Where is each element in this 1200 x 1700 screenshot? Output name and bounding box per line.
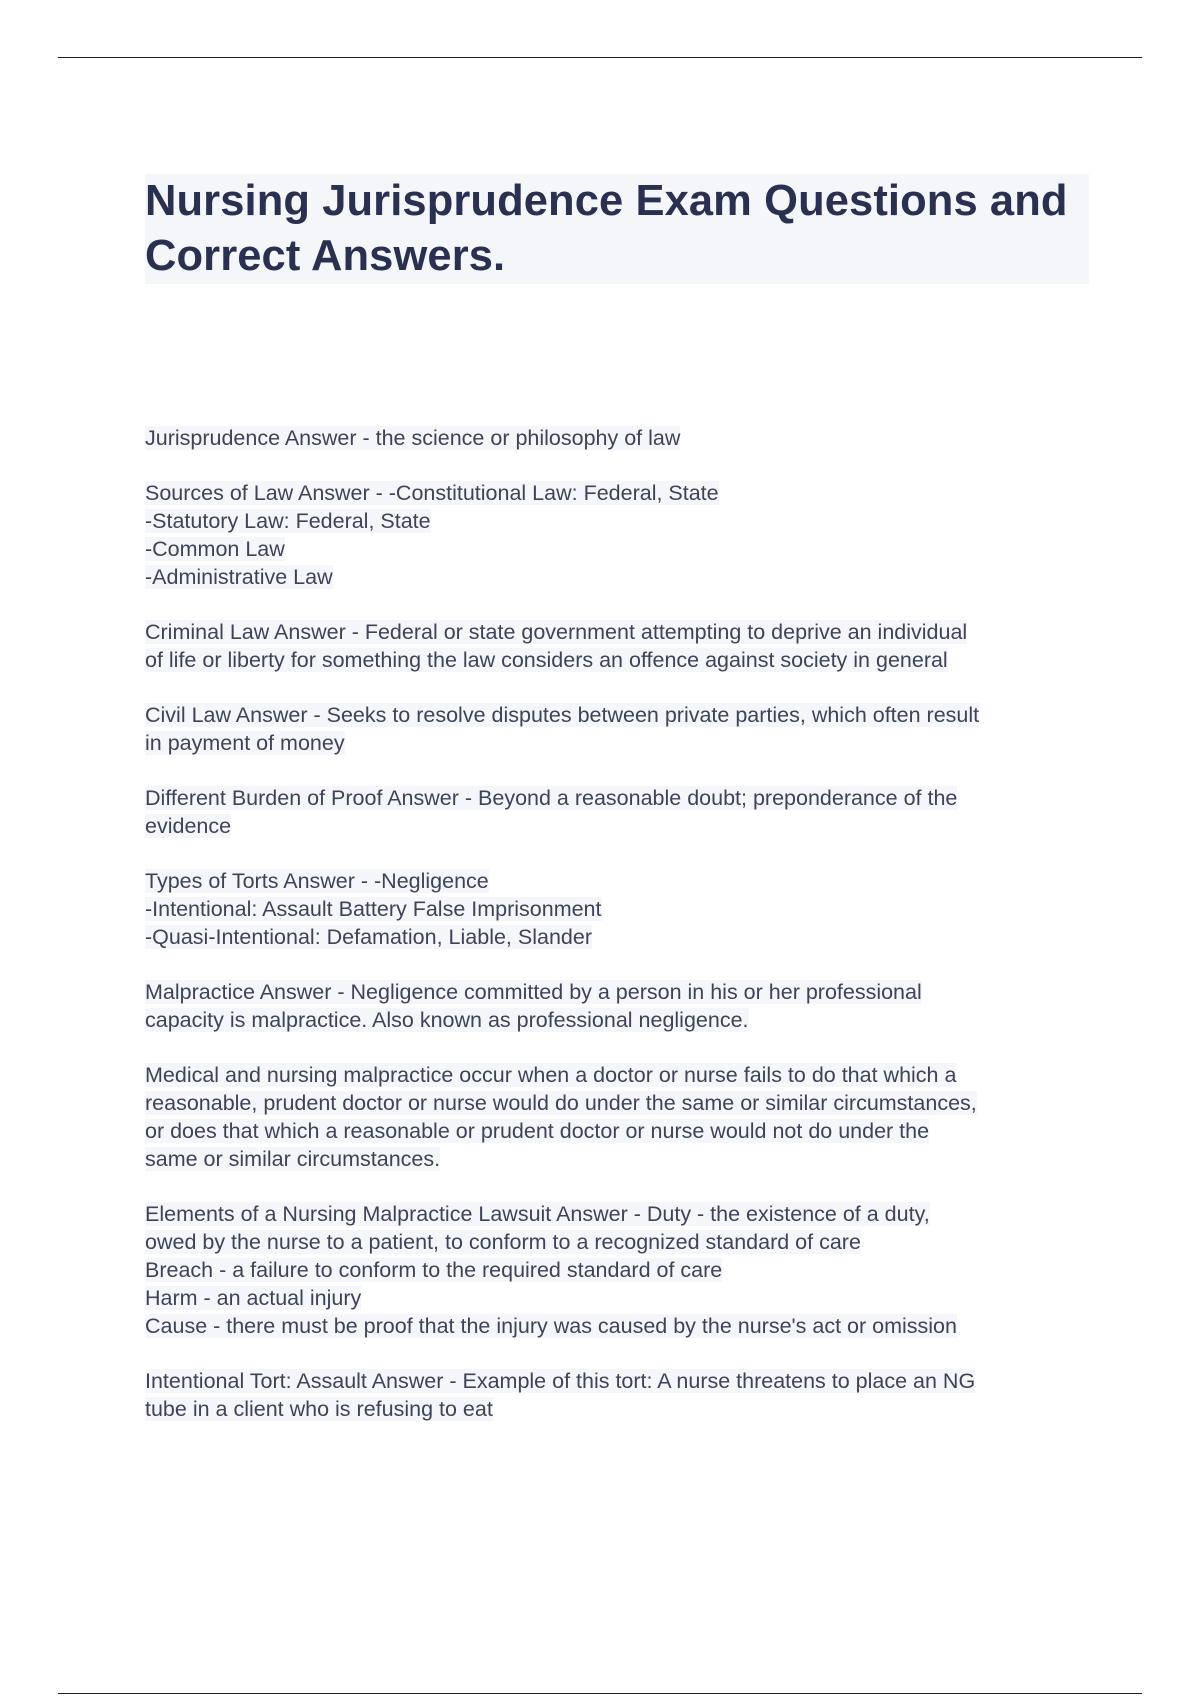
title-block [145,174,1089,284]
qa-entry-types-of-torts: Types of Torts Answer - -Negligence -Intentional: Assault Battery False Imprisonment -Quasi-Intentional: Defamation, Liable, Slander [145,869,602,949]
qa-entry-jurisprudence: Jurisprudence Answer - the science or philosophy of law [145,426,681,450]
qa-entry-sources-of-law: Sources of Law Answer - -Constitutional Law: Federal, State -Statutory Law: Federal, State -Common Law -Administrative Law [145,481,719,589]
bottom-rule [58,1693,1142,1694]
qa-entry-burden-of-proof: Different Burden of Proof Answer - Beyond a reasonable doubt; preponderance of the evidence [145,786,958,838]
qa-entry-intentional-tort-assault: Intentional Tort: Assault Answer - Example of this tort: A nurse threatens to place an NG tube in a client who is refusing to eat [145,1369,976,1421]
qa-entry-criminal-law: Criminal Law Answer - Federal or state government attempting to deprive an individual of life or liberty for something the law considers an offence against society in general [145,620,968,672]
qa-list [145,424,1095,1450]
top-rule [58,57,1142,58]
qa-entry-malpractice: Malpractice Answer - Negligence committed by a person in his or her professional capacity is malpractice. Also known as professional negligence. [145,980,922,1032]
qa-entry-medical-nursing-malpractice: Medical and nursing malpractice occur when a doctor or nurse fails to do that which a reasonable, prudent doctor or nurse would do under the same or similar circumstances, or does that which a reasonable or prudent doctor or nurse would not do under the same or similar circumstances. [145,1063,977,1171]
document-title: Nursing Jurisprudence Exam Questions and Correct Answers. [145,177,1068,280]
qa-entry-malpractice-elements: Elements of a Nursing Malpractice Lawsuit Answer - Duty - the existence of a duty, owed by the nurse to a patient, to conform to a recognized standard of care Breach - a failure to conform to the required standard of care Harm - an actual injury Cause - there must be proof that the injury was caused by the nurse's act or omission [145,1202,957,1338]
qa-entry-civil-law: Civil Law Answer - Seeks to resolve disputes between private parties, which often result in payment of money [145,703,980,755]
